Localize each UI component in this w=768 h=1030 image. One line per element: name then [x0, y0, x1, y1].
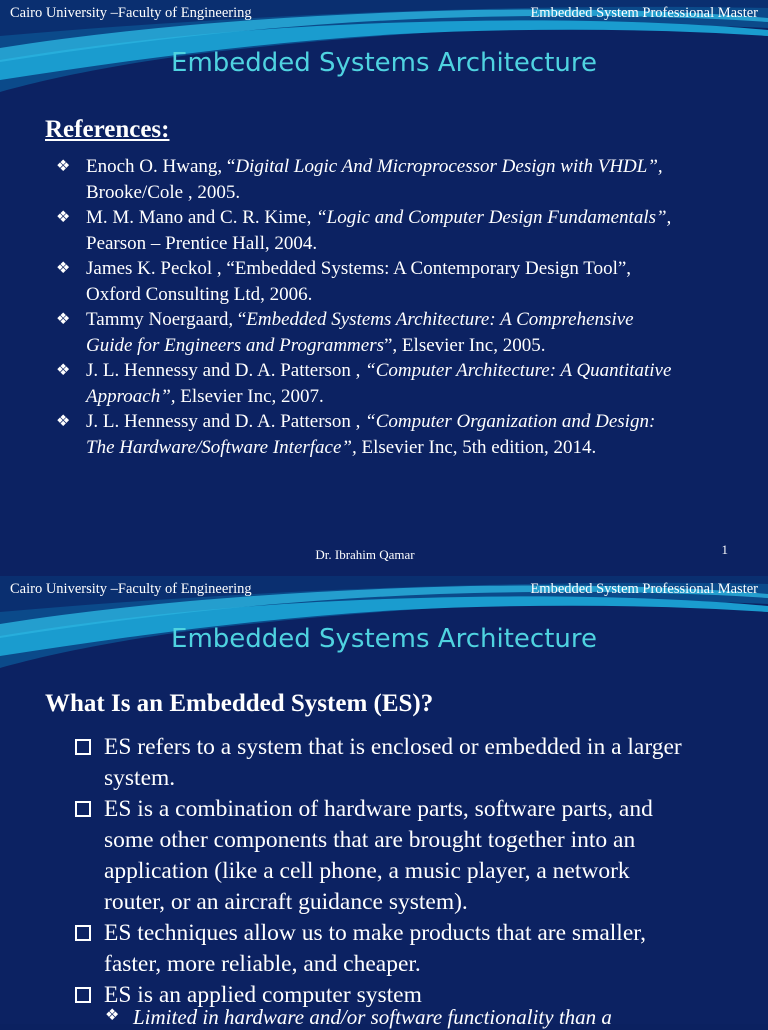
slide-title: Embedded Systems Architecture [171, 48, 597, 78]
references-list [56, 154, 676, 460]
header-program: Embedded System Professional Master [530, 5, 758, 21]
reference-item: ❖ Enoch O. Hwang, “Digital Logic And Microprocessor Design with VHDL”, Brooke/Cole , 2005. [56, 156, 663, 203]
diamond-bullet-icon: ❖ [56, 413, 71, 430]
reference-item: ❖ James K. Peckol , “Embedded Systems: A Contemporary Design Tool”, Oxford Consulting Ltd, 2006. [56, 258, 632, 305]
reference-item: ❖ J. L. Hennessy and D. A. Patterson , “Computer Organization and Design: The Hardware/Software Interface”, Elsevier Inc, 5th edition, 2014. [56, 411, 656, 458]
definition-list [75, 732, 695, 1011]
definition-item: ES is an applied computer system [75, 980, 695, 1011]
references-heading: References: [45, 116, 170, 143]
header-institution: Cairo University –Faculty of Engineering [10, 5, 252, 21]
header-institution: Cairo University –Faculty of Engineering [10, 581, 252, 597]
diamond-bullet-icon: ❖ [56, 260, 71, 277]
definition-item: ES refers to a system that is enclosed or embedded in a larger system. [75, 732, 695, 794]
reference-item: ❖ J. L. Hennessy and D. A. Patterson , “Computer Architecture: A Quantitative Approach”, Elsevier Inc, 2007. [56, 360, 672, 407]
header-program: Embedded System Professional Master [530, 581, 758, 597]
definition-item: ES is a combination of hardware parts, software parts, and some other components that are brought together into an application (like a cell phone, a music player, a network router, or an aircraft guidance system). [75, 794, 695, 918]
checkbox-bullet-icon [75, 801, 91, 817]
slide-title: Embedded Systems Architecture [171, 624, 597, 654]
sub-point: ❖ Limited in hardware and/or software functionality than a [105, 1005, 612, 1029]
section-heading: What Is an Embedded System (ES)? [45, 690, 434, 717]
definition-item: ES techniques allow us to make products that are smaller, faster, more reliable, and cheaper. [75, 918, 695, 980]
diamond-bullet-icon: ❖ [56, 362, 71, 379]
checkbox-bullet-icon [75, 925, 91, 941]
checkbox-bullet-icon [75, 987, 91, 1003]
diamond-bullet-icon: ❖ [56, 158, 71, 175]
reference-item: ❖ M. M. Mano and C. R. Kime, “Logic and Computer Design Fundamentals”, Pearson – Prentice Hall, 2004. [56, 207, 672, 254]
slide-footer-author: Dr. Ibrahim Qamar [315, 547, 415, 562]
diamond-bullet-icon: ❖ [105, 1007, 120, 1024]
diamond-bullet-icon: ❖ [56, 311, 71, 328]
diamond-bullet-icon: ❖ [56, 209, 71, 226]
page-number: 1 [721, 542, 728, 557]
reference-item: ❖ Tammy Noergaard, “Embedded Systems Architecture: A Comprehensive Guide for Engineers and Programmers”, Elsevier Inc, 2005. [56, 309, 634, 356]
checkbox-bullet-icon [75, 739, 91, 755]
